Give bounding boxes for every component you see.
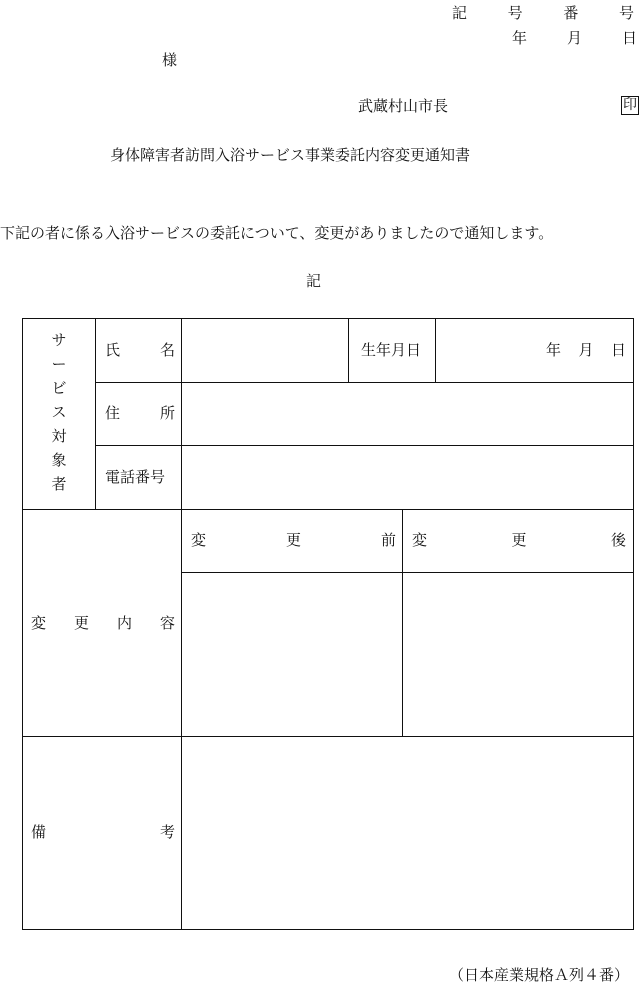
column-divider [435,319,436,382]
after-change-label: 変 更 後 [412,531,626,549]
change-content-label: 変 更 内 容 [31,614,175,632]
number-char: 号 [507,4,523,22]
before-change-label: 変 更 前 [191,531,396,549]
date-char-month: 月 [566,29,582,47]
paper-size-note: （日本産業規格Ａ列４番） [449,966,630,984]
recipient-suffix: 様 [162,51,178,69]
column-divider [348,319,349,382]
address-label: 住 所 [105,404,175,422]
column-divider [402,509,403,736]
date-char-day: 日 [621,29,637,47]
row-divider [95,382,634,383]
subject-label: サ ー ビ ス 対 象 者 [51,331,67,493]
intro-text: 下記の者に係る入浴サービスの委託について、変更がありましたので通知します。 [0,224,554,242]
issuer-name: 武蔵村山市長 [358,97,449,115]
issue-date-line [512,27,637,48]
number-char: 番 [563,4,579,22]
row-divider [23,509,634,510]
birthdate-value: 年 月 日 [546,341,626,359]
notice-table [22,318,634,930]
ki-marker: 記 [306,272,322,290]
number-char: 号 [618,4,634,22]
birthdate-label: 生年月日 [361,341,422,359]
date-char-year: 年 [512,29,528,47]
column-divider [181,319,182,930]
remarks-label: 備 考 [31,823,175,841]
row-divider [181,572,634,573]
name-label: 氏 名 [105,341,175,359]
column-divider [95,319,96,509]
document-number-line [452,2,634,23]
phone-label: 電話番号 [105,468,166,486]
row-divider [23,736,634,737]
row-divider [95,445,634,446]
number-char: 記 [452,4,468,22]
document-title: 身体障害者訪問入浴サービス事業委託内容変更通知書 [110,146,471,164]
seal-mark: 印 [623,97,637,113]
